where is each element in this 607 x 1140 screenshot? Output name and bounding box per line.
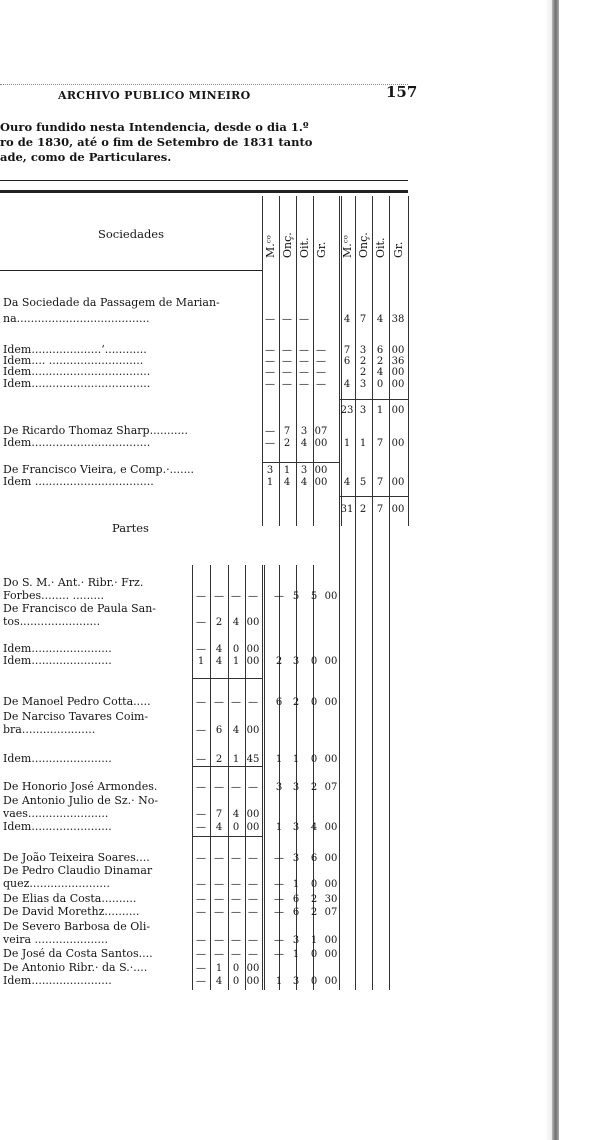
cell-value: 1 (283, 465, 291, 476)
cell-value: — (196, 976, 206, 987)
cell-value: — (299, 379, 309, 390)
cell-value: — (196, 754, 206, 765)
cell-value: — (274, 853, 284, 864)
column-rule (245, 565, 246, 990)
column-header: Gr. (315, 241, 328, 258)
cell-value: — (196, 644, 206, 655)
cell-value: 00 (246, 644, 260, 655)
partes-heading: Partes (112, 521, 149, 535)
cell-value: 1 (292, 949, 300, 960)
cell-value: 4 (215, 822, 223, 833)
cell-value: 6 (215, 725, 223, 736)
cell-value: — (196, 907, 206, 918)
cell-value: 0 (232, 822, 240, 833)
cell-value: 0 (310, 879, 318, 890)
cell-value: 7 (376, 477, 384, 488)
cell-value: 4 (300, 477, 308, 488)
cell-value: — (265, 426, 275, 437)
cell-value: 5 (310, 591, 318, 602)
parte-row-label: De José da Costa Santos.... (3, 948, 153, 960)
cell-value: — (265, 438, 275, 449)
parte-row-label: De Severo Barbosa de Oli- (3, 921, 151, 933)
cell-value: — (196, 935, 206, 946)
cell-value: 6 (275, 697, 283, 708)
sociedades-heading: Sociedades (98, 227, 165, 241)
cell-value: — (214, 894, 224, 905)
cell-value: 45 (246, 754, 260, 765)
title-line: Ouro fundido nesta Intendencia, desde o dia 1.º (0, 120, 309, 134)
cell-value: 31 (340, 504, 354, 515)
cell-value: 38 (391, 314, 405, 325)
cell-value: 3 (275, 782, 283, 793)
cell-value: 3 (292, 822, 300, 833)
cell-value: 00 (324, 822, 338, 833)
column-rule (372, 526, 373, 990)
cell-value: — (196, 894, 206, 905)
parte-row-label: tos....................... (3, 616, 101, 628)
cell-value: 0 (310, 656, 318, 667)
column-rule (339, 526, 340, 990)
cell-value: — (316, 356, 326, 367)
cell-value: 4 (232, 725, 240, 736)
parte-row-label: Idem....................... (3, 643, 112, 655)
cell-value: — (316, 379, 326, 390)
cell-value: 4 (300, 438, 308, 449)
cell-value: 5 (359, 477, 367, 488)
parte-row-label: De Francisco de Paula San- (3, 603, 157, 615)
column-rule (228, 565, 229, 990)
cell-value: 00 (324, 879, 338, 890)
cell-value: 4 (343, 314, 351, 325)
cell-value: 00 (246, 963, 260, 974)
cell-value: 00 (391, 345, 405, 356)
cell-value: — (231, 949, 241, 960)
parte-row-label: vaes....................... (3, 808, 109, 820)
column-rule-double (264, 565, 265, 990)
cell-value: — (248, 935, 258, 946)
cell-value: 7 (376, 438, 384, 449)
cell-value: — (282, 314, 292, 325)
cell-value: 2 (359, 504, 367, 515)
cell-value: 1 (275, 822, 283, 833)
sociedade-row-label: na...................................... (3, 313, 150, 325)
cell-value: — (274, 907, 284, 918)
cell-value: — (274, 894, 284, 905)
cell-value: — (316, 345, 326, 356)
cell-value: — (282, 379, 292, 390)
cell-value: 6 (343, 356, 351, 367)
cell-value: 0 (310, 754, 318, 765)
column-rule (313, 565, 314, 990)
cell-value: 0 (232, 976, 240, 987)
cell-value: 3 (292, 853, 300, 864)
title-rule (0, 180, 408, 181)
header-bottom-rule (0, 270, 262, 271)
cell-value: — (196, 617, 206, 628)
cell-value: 36 (391, 356, 405, 367)
cell-value: — (196, 725, 206, 736)
sociedade-row-label: Da Sociedade da Passagem de Marian- (3, 297, 220, 309)
cell-value: 4 (215, 976, 223, 987)
cell-value: — (248, 879, 258, 890)
parte-row-label: De Honorio José Armondes. (3, 781, 158, 793)
cell-value: 7 (343, 345, 351, 356)
cell-value: 00 (246, 617, 260, 628)
cell-value: — (196, 949, 206, 960)
cell-value: — (274, 935, 284, 946)
sociedade-row-label: Idem.... ........................... (3, 355, 144, 367)
cell-value: — (196, 853, 206, 864)
cell-value: — (248, 894, 258, 905)
parte-row-label: Idem....................... (3, 975, 112, 987)
parte-row-label: Do S. M.· Ant.· Ribr.· Frz. (3, 577, 144, 589)
cell-value: — (274, 949, 284, 960)
parte-row-label: Idem....................... (3, 753, 112, 765)
cell-value: 00 (246, 822, 260, 833)
parte-row-label: bra..................... (3, 724, 96, 736)
title-line: ro de 1830, até o fim de Setembro de 1831 tanto (0, 135, 313, 149)
cell-value: — (231, 591, 241, 602)
cell-value: — (231, 894, 241, 905)
cell-value: 1 (197, 656, 205, 667)
cell-value: 3 (359, 405, 367, 416)
cell-value: 6 (292, 907, 300, 918)
cell-value: — (299, 345, 309, 356)
parte-row-label: De Narciso Tavares Coim- (3, 711, 149, 723)
parte-row-label: De João Teixeira Soares.... (3, 852, 150, 864)
cell-value: 07 (324, 907, 338, 918)
subtotal-rule (339, 399, 408, 400)
cell-value: — (265, 367, 275, 378)
cell-value: 3 (266, 465, 274, 476)
cell-value: — (299, 367, 309, 378)
cell-value: — (214, 907, 224, 918)
cell-value: 4 (215, 656, 223, 667)
cell-value: — (265, 356, 275, 367)
sociedade-row-label: Idem.................................. (3, 378, 151, 390)
cell-value: 1 (232, 754, 240, 765)
cell-value: — (214, 949, 224, 960)
cell-value: 4 (376, 314, 384, 325)
column-header: M.ᶜᵒ (264, 235, 277, 258)
cell-value: 2 (310, 782, 318, 793)
cell-value: 2 (310, 907, 318, 918)
cell-value: — (196, 591, 206, 602)
parte-row-label: De Elias da Costa.......... (3, 893, 137, 905)
cell-value: 2 (283, 438, 291, 449)
parte-row-label: Idem....................... (3, 655, 112, 667)
cell-value: — (231, 782, 241, 793)
title-line: ade, como de Particulares. (0, 150, 172, 164)
cell-value: 0 (310, 697, 318, 708)
cell-value: 07 (314, 426, 328, 437)
cell-value: — (231, 935, 241, 946)
cell-value: — (231, 853, 241, 864)
cell-value: 3 (292, 782, 300, 793)
column-rule (262, 565, 263, 990)
cell-value: 2 (359, 356, 367, 367)
cell-value: 7 (215, 809, 223, 820)
cell-value: 7 (376, 504, 384, 515)
column-rule (210, 565, 211, 990)
cell-value: 2 (215, 754, 223, 765)
cell-value: 00 (391, 379, 405, 390)
cell-value: 3 (292, 656, 300, 667)
cell-value: 00 (246, 725, 260, 736)
cell-value: — (299, 356, 309, 367)
page-top-dotted-rule (0, 84, 408, 85)
sociedade-row-label: De Francisco Vieira, e Comp.·....... (3, 464, 195, 476)
subtotal-rule (192, 678, 262, 679)
cell-value: 2 (275, 656, 283, 667)
subtotal-rule (339, 496, 408, 497)
cell-value: — (316, 367, 326, 378)
cell-value: 4 (310, 822, 318, 833)
cell-value: 00 (324, 656, 338, 667)
cell-value: 00 (391, 405, 405, 416)
cell-value: — (231, 907, 241, 918)
parte-row-label: veira ..................... (3, 934, 108, 946)
cell-value: 00 (246, 809, 260, 820)
column-rule (355, 526, 356, 990)
cell-value: 3 (359, 345, 367, 356)
cell-value: 1 (215, 963, 223, 974)
cell-value: 1 (275, 976, 283, 987)
scan-gutter-edge (552, 0, 559, 1140)
cell-value: 4 (343, 379, 351, 390)
cell-value: 00 (324, 697, 338, 708)
cell-value: 00 (314, 477, 328, 488)
cell-value: — (265, 345, 275, 356)
cell-value: 00 (324, 976, 338, 987)
cell-value: 3 (359, 379, 367, 390)
cell-value: — (214, 853, 224, 864)
column-header: Oit. (374, 237, 387, 258)
page-number: 157 (386, 83, 418, 101)
cell-value: 2 (359, 367, 367, 378)
cell-value: 00 (391, 477, 405, 488)
cell-value: — (214, 697, 224, 708)
cell-value: — (265, 314, 275, 325)
parte-row-label: De David Morethz.......... (3, 906, 140, 918)
cell-value: 1 (275, 754, 283, 765)
cell-value: 1 (292, 879, 300, 890)
parte-row-label: De Manoel Pedro Cotta..... (3, 696, 151, 708)
table-title (0, 120, 408, 165)
cell-value: 0 (310, 976, 318, 987)
cell-value: — (248, 949, 258, 960)
cell-value: 2 (310, 894, 318, 905)
column-rule (296, 565, 297, 990)
cell-value: 0 (232, 963, 240, 974)
cell-value: — (231, 879, 241, 890)
cell-value: 0 (310, 949, 318, 960)
column-rule (279, 565, 280, 990)
cell-value: 4 (283, 477, 291, 488)
cell-value: 5 (292, 591, 300, 602)
cell-value: — (214, 782, 224, 793)
sociedade-row-label: Idem.................................. (3, 437, 151, 449)
sociedade-row-label: De Ricardo Thomaz Sharp........... (3, 425, 189, 437)
cell-value: 4 (232, 809, 240, 820)
cell-value: 2 (376, 356, 384, 367)
cell-value: — (196, 963, 206, 974)
cell-value: 00 (246, 656, 260, 667)
section-rule (262, 462, 339, 463)
cell-value: 1 (266, 477, 274, 488)
cell-value: 1 (310, 935, 318, 946)
cell-value: 00 (324, 935, 338, 946)
cell-value: 7 (283, 426, 291, 437)
column-header: Gr. (392, 241, 405, 258)
cell-value: 00 (324, 754, 338, 765)
column-rule (192, 565, 193, 990)
parte-row-label: De Pedro Claudio Dinamar (3, 865, 153, 877)
cell-value: — (299, 314, 309, 325)
cell-value: 07 (324, 782, 338, 793)
cell-value: — (282, 356, 292, 367)
cell-value: 00 (314, 465, 328, 476)
cell-value: 0 (376, 379, 384, 390)
cell-value: 1 (292, 754, 300, 765)
cell-value: — (196, 782, 206, 793)
cell-value: 30 (324, 894, 338, 905)
cell-value: — (248, 907, 258, 918)
cell-value: 4 (376, 367, 384, 378)
cell-value: 1 (376, 405, 384, 416)
cell-value: 1 (343, 438, 351, 449)
cell-value: 4 (232, 617, 240, 628)
cell-value: — (196, 879, 206, 890)
cell-value: — (214, 935, 224, 946)
scan-gutter-shade (545, 0, 552, 1140)
cell-value: — (214, 591, 224, 602)
cell-value: 00 (391, 438, 405, 449)
cell-value: 1 (232, 656, 240, 667)
column-header: Onç. (357, 232, 370, 258)
cell-value: 00 (391, 367, 405, 378)
cell-value: 3 (292, 935, 300, 946)
cell-value: — (196, 697, 206, 708)
cell-value: 3 (300, 426, 308, 437)
cell-value: — (248, 853, 258, 864)
parte-row-label: Idem....................... (3, 821, 112, 833)
cell-value: — (265, 379, 275, 390)
cell-value: 23 (340, 405, 354, 416)
column-header: Onç. (281, 232, 294, 258)
cell-value: 1 (359, 438, 367, 449)
sociedade-row-label: Idem.................................. (3, 366, 151, 378)
cell-value: 00 (246, 976, 260, 987)
cell-value: 4 (343, 477, 351, 488)
running-head: ARCHIVO PUBLICO MINEIRO (58, 89, 251, 102)
column-header: Oit. (298, 237, 311, 258)
cell-value: — (196, 809, 206, 820)
cell-value: 00 (324, 949, 338, 960)
cell-value: 7 (359, 314, 367, 325)
parte-row-label: Forbes........ ......... (3, 590, 105, 602)
cell-value: 00 (324, 591, 338, 602)
cell-value: — (248, 697, 258, 708)
parte-row-label: De Antonio Ribr.· da S.·.... (3, 962, 148, 974)
column-rule (389, 526, 390, 990)
cell-value: — (196, 822, 206, 833)
cell-value: 6 (310, 853, 318, 864)
cell-value: 3 (292, 976, 300, 987)
cell-value: 0 (232, 644, 240, 655)
cell-value: 2 (292, 697, 300, 708)
cell-value: — (282, 345, 292, 356)
cell-value: 00 (314, 438, 328, 449)
column-rule (408, 196, 409, 526)
cell-value: — (248, 591, 258, 602)
cell-value: 6 (376, 345, 384, 356)
cell-value: — (248, 782, 258, 793)
cell-value: 2 (215, 617, 223, 628)
cell-value: 00 (324, 853, 338, 864)
column-header: M.ᶜᵒ (341, 235, 354, 258)
cell-value: 00 (391, 504, 405, 515)
cell-value: — (274, 591, 284, 602)
cell-value: 6 (292, 894, 300, 905)
cell-value: — (282, 367, 292, 378)
parte-row-label: De Antonio Julio de Sz.· No- (3, 795, 159, 807)
parte-row-label: quez....................... (3, 878, 110, 890)
sociedade-row-label: Idem .................................. (3, 476, 154, 488)
subtotal-rule (192, 836, 262, 837)
table-top-double-rule (0, 190, 408, 193)
sociedade-row-label: Idem....................‘............ (3, 344, 147, 356)
cell-value: — (231, 697, 241, 708)
subtotal-rule (192, 766, 262, 767)
cell-value: — (274, 879, 284, 890)
cell-value: 4 (215, 644, 223, 655)
cell-value: 3 (300, 465, 308, 476)
cell-value: — (214, 879, 224, 890)
